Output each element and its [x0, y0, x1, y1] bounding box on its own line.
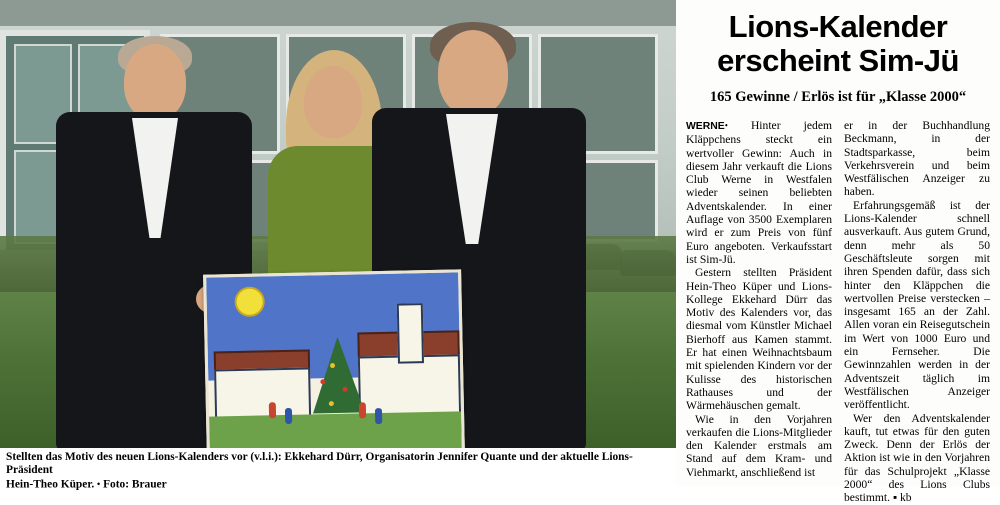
caption-line-2: Hein-Theo Küper. [6, 478, 95, 491]
paragraph-text: Wer den Adventskalender kauft, tut etwas für den guten Zweck. Denn der Erlös der Aktion ist wie in den Vorjahren für das Schulprojekt „Klasse 2000“ des Lions Clubs bestimmt. [844, 411, 990, 505]
paragraph: Wie in den Vorjahren verkaufen die Lions-Mitglieder den Kalender erstmals am Stand auf dem Kram- und Viehmarkt, anschließend ist [686, 412, 832, 479]
dateline-bullet: • [724, 120, 728, 131]
caption-line-1: Stellten das Motiv des neuen Lions-Kalenders vor (v.l.i.): Ekkehard Dürr, Organisatorin Jennifer Quante und der aktuelle Lions-Präsident [6, 451, 633, 477]
page-title [686, 10, 990, 78]
artwork-child-figure [269, 402, 276, 418]
paragraph [686, 119, 832, 266]
artwork-ornament [342, 387, 347, 392]
artwork-child-figure [375, 408, 382, 424]
paragraph-text: Hinter jedem Kläppchens steckt ein wertvoller Gewinn: Auch in diesem Jahr verkauft die Lions Club Werne in Westfalen wieder seinen beliebten Adventskalender. In einer Auflage von 3500 Exemplaren wird er zum Preis von fünf Euro angeboten. Verkaufsstart ist Sim-Jü. [686, 119, 832, 266]
calendar-artwork [203, 269, 465, 448]
caption-bullet: • [97, 478, 101, 489]
artwork-ground [209, 411, 462, 448]
artwork-christmas-tree [311, 336, 365, 413]
author-signature: ▪ kb [892, 491, 912, 505]
article-column-1 [686, 119, 832, 505]
article-column [676, 0, 1000, 505]
dateline: WERNE [686, 121, 725, 132]
paragraph: er in der Buchhandlung Beckmann, in der Stadtsparkasse, beim Verkehrsverein und beim Westfälischen Anzeiger zu haben. [844, 119, 990, 199]
roof-band [0, 0, 676, 26]
paragraph: Gestern stellten Präsident Hein-Theo Küper und Lions-Kollege Ekkehard Dürr das Motiv des Kalenders vor, das diesmal vom Künstler Michael Bierhoff aus Kamen stammt. Er hat einen Weihnachtsbaum mit spielenden Kindern vor der Kulisse des historischen Rathauses und der Wärmehäuschen gemalt. [686, 266, 832, 413]
photo-caption [0, 448, 676, 491]
photo-credit: Foto: Brauer [103, 478, 167, 491]
article-body [686, 119, 990, 505]
artwork-ornament [329, 401, 334, 406]
headline-line-2: erscheint Sim-Jü [717, 43, 959, 78]
paragraph [844, 412, 990, 505]
paragraph: Erfahrungsgemäß ist der Lions-Kalender schnell ausverkauft. Aus gutem Grund, denn mehr als 50 Geschäftsleute sorgen mit ihren Spenden dafür, dass sich hinter den Kläppchen die wertvollen Preise verstecken – insgesamt 165 an der Zahl. Allen voran ein Reisegutschein im Wert von 1000 Euro und ein Fernseher. Die Gewinnzahlen werden in der Adventszeit täglich im Westfälischen Anzeiger veröffentlicht. [844, 198, 990, 412]
artwork-child-figure [285, 408, 292, 424]
head [304, 66, 362, 138]
head [124, 44, 186, 120]
artwork-tower [397, 303, 424, 364]
article-subhead: 165 Gewinne / Erlös ist für „Klasse 2000“ [709, 89, 967, 105]
article-column-2 [844, 119, 990, 505]
artwork-child-figure [359, 402, 366, 418]
artwork-ornament [320, 379, 325, 384]
headline-line-1: Lions-Kalender [728, 9, 948, 44]
head [438, 30, 508, 116]
artwork-ornament [330, 363, 335, 368]
